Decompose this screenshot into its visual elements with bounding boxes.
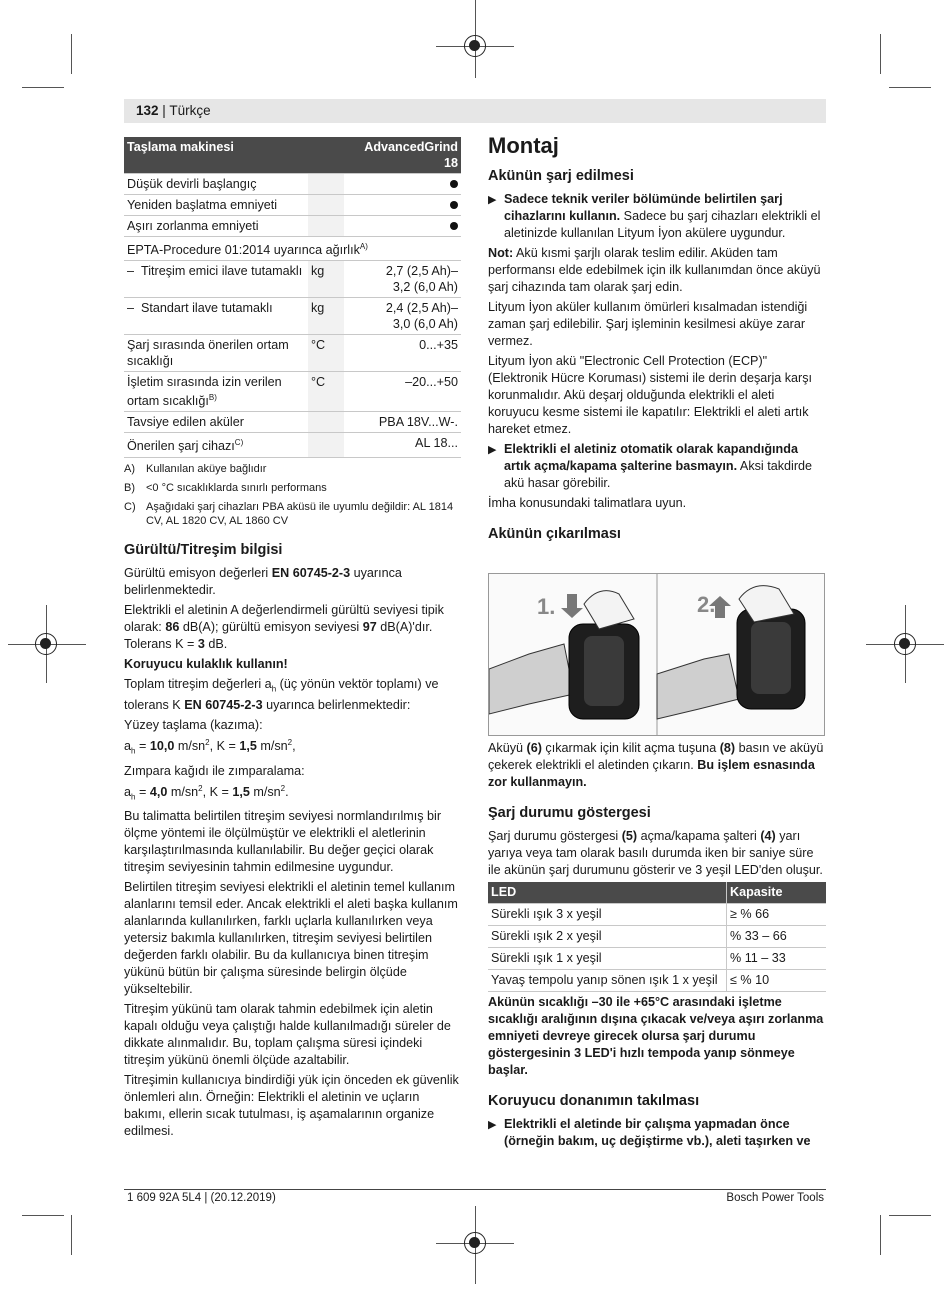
- paragraph: Zımpara kağıdı ile zımparalama:: [124, 763, 305, 778]
- subsection-title-status: Şarj durumu göstergesi: [488, 805, 651, 821]
- spec-label: Tavsiye edilen aküler: [124, 412, 308, 433]
- table-row: Yavaş tempolu yanıp sönen ışık 1 x yeşil ≤ % 10: [488, 970, 826, 992]
- subsection-title-guard: Koruyucu donanımın takılması: [488, 1093, 700, 1109]
- table-row: [124, 195, 461, 216]
- subsection-title-remove: Akünün çıkarılması: [488, 526, 621, 542]
- table-row: [124, 372, 461, 412]
- subsection-title-charge: Akünün şarj edilmesi: [488, 168, 634, 184]
- paragraph: Yüzey taşlama (kazıma):: [124, 718, 263, 733]
- section-title-noise: Gürültü/Titreşim bilgisi: [124, 541, 283, 558]
- crop-mark: [71, 34, 72, 74]
- spec-table-header: [124, 137, 461, 174]
- spec-unit: [308, 216, 344, 237]
- formula: $a_h = 10,0$ $m/sn^2$, K = 1,5 $m/sn^2$,: [124, 738, 296, 756]
- page-header: [136, 103, 211, 118]
- crop-mark: [880, 34, 881, 74]
- footnote: A) Kullanılan aküye bağlıdır: [124, 462, 267, 475]
- paragraph: Gürültü emisyon değerleri EN 60745-2-3 uyarınca belirlenmektedir.: [124, 565, 402, 597]
- spec-table: [124, 137, 461, 458]
- footnote: B) <0 °C sıcaklıklarda sınırlı performans: [124, 481, 327, 494]
- crop-mark: [22, 87, 64, 88]
- spec-value: PBA 18V...W-.: [344, 412, 461, 433]
- paragraph: Titreşimin kullanıcıya bindirdiği yük için önceden ek güvenlik önlemleri alın. Örneğin: Elektrikli el aletinin ve uçların bakımı, ellerin sıcak tutulması, iş aşamalarının organize edilmesi.: [124, 1073, 459, 1139]
- spec-value: 0...+35: [344, 335, 461, 372]
- spec-value: 2,7 (2,5 Ah)– 3,2 (6,0 Ah): [344, 261, 461, 298]
- crop-mark: [22, 1215, 64, 1216]
- spec-unit: [308, 433, 344, 457]
- table-row: Sürekli ışık 3 x yeşil ≥ % 66: [488, 904, 826, 926]
- spec-head-model: AdvancedGrind 18: [344, 137, 461, 174]
- table-row: [124, 216, 461, 237]
- spec-value: 2,4 (2,5 Ah)– 3,0 (6,0 Ah): [344, 298, 461, 335]
- page-header-bar: [124, 99, 826, 123]
- spec-label: – Titreşim emici ilave tutamaklı: [124, 261, 308, 298]
- note-paragraph: Not: Akü kısmi şarjlı olarak teslim edilir. Aküden tam performansı elde edebilmek için ilk kullanımdan önce aküyü şarj cihazında tam olarak şarj edin.: [488, 246, 821, 294]
- spec-head-label: Taşlama makinesi: [124, 137, 344, 174]
- registration-target-icon: [464, 35, 486, 57]
- footer-doc-id: 1 609 92A 5L4 | (20.12.2019): [127, 1192, 276, 1204]
- spec-unit: °C: [308, 372, 344, 412]
- spec-label: İşletim sırasında izin verilen ortam sıcaklığı$^{B)}$: [124, 372, 308, 412]
- instruction-bullet: ▶ Elektrikli el aletiniz otomatik olarak kapandığında artık açma/kapama şalterine basmayın. Aksi takdirde akü hasar görebilir.: [488, 442, 813, 490]
- instruction-bullet: ▶ Elektrikli el aletinde bir çalışma yapmadan önce (örneğin bakım, uç değiştirme vb.), aleti taşırken ve: [488, 1117, 811, 1148]
- paragraph: Toplam titreşim değerleri $a_h$ (üç yönün vektör toplamı) ve tolerans K EN 60745-2-3 uyarınca belirlenmektedir:: [124, 676, 439, 713]
- step-2-label: 2.: [697, 592, 716, 617]
- spec-unit: kg: [308, 261, 344, 298]
- paragraph: Şarj durumu göstergesi (5) açma/kapama şalteri (4) yarı yarıya veya tam olarak basılı durumda iken bir saniye süre ile akünün şarj durumunu gösterir ve 3 yeşil LED'den oluşur.: [488, 829, 823, 877]
- spec-value: –20...+50: [344, 372, 461, 412]
- battery-removal-drawing: [489, 574, 825, 736]
- table-row: [124, 433, 461, 457]
- spec-value: [344, 174, 461, 195]
- table-row: [124, 174, 461, 195]
- bullet-dot-icon: [450, 180, 458, 188]
- paragraph: Bu talimatta belirtilen titreşim seviyesi normlandırılmış bir ölçme yöntemi ile ölçülmüştür ve elektrikli el aletlerinin karşılaştırılmasında kullanılabilir. Bu değer geçici olarak titreşim seviyesinin tahmin edilmesine uygundur.: [124, 809, 442, 875]
- spec-label: – Standart ilave tutamaklı: [124, 298, 308, 335]
- table-row: [124, 335, 461, 372]
- step-1-label: 1.: [537, 594, 556, 619]
- paragraph: Aküyü (6) çıkarmak için kilit açma tuşuna (8) basın ve aküyü çekerek elektrikli el aletinden çıkarın. Bu işlem esnasında zor kullanmayın.: [488, 741, 824, 789]
- spec-value: [344, 195, 461, 216]
- spec-epta: EPTA-Procedure 01:2014 uyarınca ağırlık$^{A)}$: [124, 237, 461, 261]
- crop-mark: [880, 1215, 881, 1255]
- right-column: [488, 133, 826, 549]
- spec-unit: °C: [308, 335, 344, 372]
- spec-unit: [308, 195, 344, 216]
- arrow-right-icon: ▶: [488, 194, 497, 206]
- paragraph: Lityum İyon aküler kullanım ömürleri kısalmadan istendiği zaman şarj edilebilir. Şarj işleminin kesilmesi aküye zarar vermez.: [488, 300, 808, 348]
- spec-unit: [308, 174, 344, 195]
- registration-target-icon: [464, 1232, 486, 1254]
- formula: $a_h = 4,0$ $m/sn^2$, K = 1,5 $m/sn^2$.: [124, 783, 289, 802]
- spec-label: Aşırı zorlanma emniyeti: [124, 216, 308, 237]
- footnote: C) Aşağıdaki şarj cihazları PBA aküsü ile uyumlu değildir: AL 1814 CV, AL 1820 CV, AL 1860 CV: [124, 500, 454, 527]
- paragraph: Lityum İyon akü "Electronic Cell Protection (ECP)" (Elektronik Hücre Koruması) sistemi ile derin deşarja karşı korunmalıdır. Akü deşarj olduğunda elektrikli el aleti koruyucu kesme sistemi ile kapatılır: Elektrikli el aleti artık hareket etmez.: [488, 354, 813, 436]
- spec-label: Yeniden başlatma emniyeti: [124, 195, 308, 216]
- registration-target-icon: [35, 633, 57, 655]
- spec-value: [344, 216, 461, 237]
- page-number: 132: [136, 103, 159, 118]
- arrow-right-icon: ▶: [488, 1119, 497, 1131]
- paragraph: Belirtilen titreşim seviyesi elektrikli el aletinin temel kullanım alanlarını temsil eder. Ancak elektrikli el aleti başka kullanım alanlarında kullanılırken, farklı uçlarla kullanılırken veya yetersiz bakımla kullanılırken, titreşim seviyesi belirtilen değerden farklı olabilir. Bu da kullanıcıya binen titreşim yükünü bütün bir çalışma süresinde belirgin ölçüde yükseltebilir.: [124, 880, 458, 997]
- right-column-lower: [488, 740, 826, 1153]
- crop-mark: [889, 1215, 931, 1216]
- registration-target-icon: [894, 633, 916, 655]
- paragraph: Titreşim yükünü tam olarak tahmin edebilmek için aletin kapalı olduğu veya çalıştığı halde kullanılmadığı süreler de dikkate alınmalıdır. Bu, toplam çalışma süresi içindeki titreşim yükünü önemli ölçüde azaltabilir.: [124, 1002, 451, 1068]
- table-row: [124, 412, 461, 433]
- table-row: [124, 261, 461, 298]
- spec-label: Düşük devirli başlangıç: [124, 174, 308, 195]
- table-row: Sürekli ışık 1 x yeşil % 11 – 33: [488, 948, 826, 970]
- spec-label: Önerilen şarj cihazı$^{C)}$: [124, 433, 308, 457]
- spec-value: AL 18...: [344, 433, 461, 457]
- bullet-dot-icon: [450, 222, 458, 230]
- warning-paragraph: Akünün sıcaklığı –30 ile +65°C arasındaki işletme sıcaklığı aralığının dışına çıkacak ve/veya aşırı zorlanma emniyeti devreye girecek olursa şarj durumu göstergesinin 3 LED'i hızlı tempoda yanıp sönmeye başlar.: [488, 995, 824, 1077]
- crop-mark: [889, 87, 931, 88]
- spec-label: Şarj sırasında önerilen ortam sıcaklığı: [124, 335, 308, 372]
- spec-unit: kg: [308, 298, 344, 335]
- bullet-dot-icon: [450, 201, 458, 209]
- spec-notes: [124, 462, 462, 528]
- spec-unit: [308, 412, 344, 433]
- led-table: [488, 882, 826, 992]
- arrow-right-icon: ▶: [488, 444, 497, 456]
- table-row: Sürekli ışık 2 x yeşil % 33 – 66: [488, 926, 826, 948]
- crop-mark: [71, 1215, 72, 1255]
- header-separator: |: [162, 103, 166, 118]
- paragraph-bold: Koruyucu kulaklık kullanın!: [124, 656, 288, 671]
- led-table-header: LED Kapasite: [488, 882, 826, 904]
- paragraph: İmha konusundaki talimatlara uyun.: [488, 496, 687, 510]
- footer-rule: [124, 1189, 826, 1190]
- footer-brand: Bosch Power Tools: [726, 1192, 824, 1204]
- table-row: [124, 237, 461, 261]
- table-row: [124, 298, 461, 335]
- section-title-montaj: Montaj: [488, 133, 559, 158]
- header-language: Türkçe: [169, 103, 211, 118]
- paragraph: Elektrikli el aletinin A değerlendirmeli gürültü seviyesi tipik olarak: 86 dB(A); gürültü emisyon seviyesi 97 dB(A)'dır. Tolerans K = 3 dB.: [124, 602, 444, 651]
- battery-removal-illustration: [488, 573, 825, 736]
- left-column: [124, 137, 462, 1143]
- instruction-bullet: ▶ Sadece teknik veriler bölümünde belirtilen şarj cihazlarını kullanın. Sadece bu şarj cihazları elektrikli el aletinizde kullanılan Lityum İyon akülere uygundur.: [488, 192, 821, 240]
